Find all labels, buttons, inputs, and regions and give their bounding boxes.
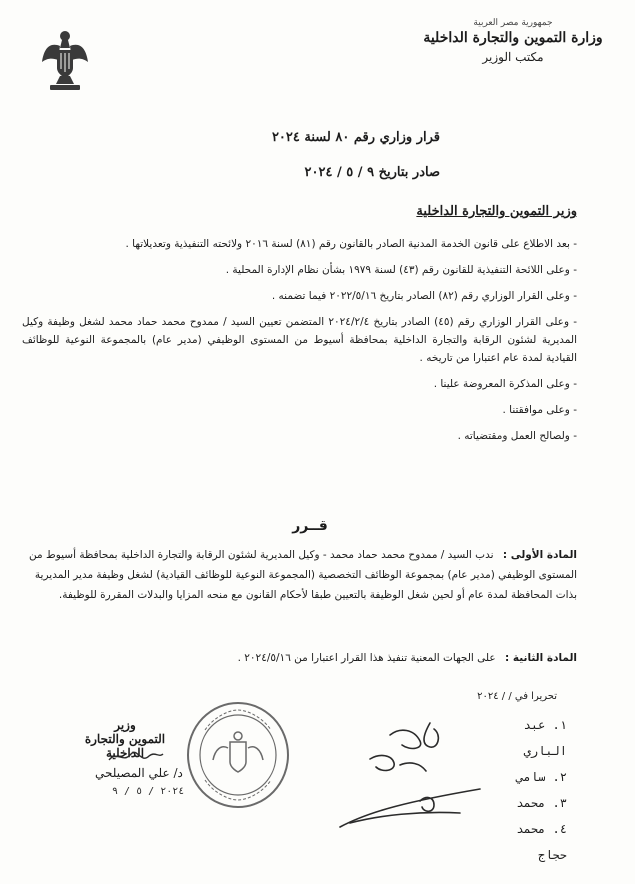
preamble-item: - وعلى المذكرة المعروضة علينا .: [433, 378, 577, 390]
preamble-item: - وعلى موافقتنا .: [502, 404, 577, 416]
preamble-item: - وعلى اللائحة التنفيذية للقانون رقم (٤٣) لسنة ١٩٧٩ بشأن نظام الإدارة المحلية .: [225, 264, 577, 276]
decision-heading: قــرر: [292, 518, 328, 534]
minister-signature-scribble-icon: [105, 748, 165, 766]
signature-date: ٢٠٢٤ / ٥ / ٩: [112, 786, 185, 797]
initials-list: [487, 712, 567, 868]
decree-number: قرار وزاري رقم ٨٠ لسنة ٢٠٢٤: [271, 130, 440, 145]
initial-item: ٢. سامي: [516, 770, 567, 784]
minister-title-1: وزير: [114, 718, 136, 732]
preamble-item: - ولصالح العمل ومقتضياته .: [457, 430, 577, 442]
decree-date: صادر بتاريخ ٩ / ٥ / ٢٠٢٤: [304, 165, 440, 180]
article-label: المادة الثانية :: [505, 652, 577, 664]
article-1: [17, 545, 577, 605]
article-text: ندب السيد / ممدوح محمد حماد محمد - وكيل المديرية لشئون الرقابة والتجارة الداخلية بمحافظة أسيوط من المستوى الوظيفي (مدير عام) بمجموعة الوظائف التخصصية (المجموعة النوعية للوظائف القيادية) لشغل وظيفة مدير المديرية بذات المحافظة لمدة عام أو لحين شغل الوظيفة بالتعيين طبقا لأحكام القانون مع منحه المزايا والبدلات المقررة للوظيفة.: [29, 549, 577, 601]
ministry-seal-stamp-icon: [183, 700, 293, 810]
ministry-name: وزارة التموين والتجارة الداخلية: [423, 30, 603, 46]
office-name: مكتب الوزير: [482, 50, 544, 64]
initial-item: ٤. محمد حجاج: [516, 822, 567, 862]
initial-item: ٣. محمد: [516, 796, 567, 810]
issuer-line: وزير التموين والتجارة الداخلية: [416, 204, 577, 219]
egypt-eagle-emblem-icon: [40, 28, 90, 92]
republic-name: جمهورية مصر العربية: [473, 18, 553, 28]
handwritten-signatures-icon: [330, 715, 490, 835]
initial-item: ١. عبد الباري: [523, 718, 567, 758]
ministry-header: [413, 18, 613, 64]
article-2: [17, 648, 577, 668]
article-label: المادة الأولى :: [502, 549, 577, 561]
preamble-item: - وعلى القرار الوزاري رقم (٤٥) الصادر بتاريخ ٢٠٢٤/٢/٤ المتضمن تعيين السيد / ممدوح محمد حماد محمد لشغل وظيفة وكيل المديرية لشئون الرقابة والتجارة الداخلية بمحافظة أسيوط من المستوى الوظيفي (مدير عام) بالمجموعة النوعية للوظائف القيادية لمدة عام اعتبارا من تاريخه .: [22, 316, 577, 364]
article-text: على الجهات المعنية تنفيذ هذا القرار اعتبارا من ٢٠٢٤/٥/١٦ .: [237, 652, 496, 664]
preamble-item: - بعد الاطلاع على قانون الخدمة المدنية الصادر بالقانون رقم (٨١) لسنة ٢٠١٦ ولائحته التنفيذية وتعديلاتها .: [125, 238, 577, 250]
editor-date-line: تحريرا في / / ٢٠٢٤: [477, 691, 557, 702]
preamble-item: - وعلى القرار الوزاري رقم (٨٢) الصادر بتاريخ ٢٠٢٢/٥/١٦ فيما تضمنه .: [271, 290, 577, 302]
preamble: [22, 235, 577, 445]
minister-name: د/ علي المصيلحي: [95, 766, 183, 780]
minister-title-2: التموين والتجارة الداخلية: [84, 732, 166, 760]
